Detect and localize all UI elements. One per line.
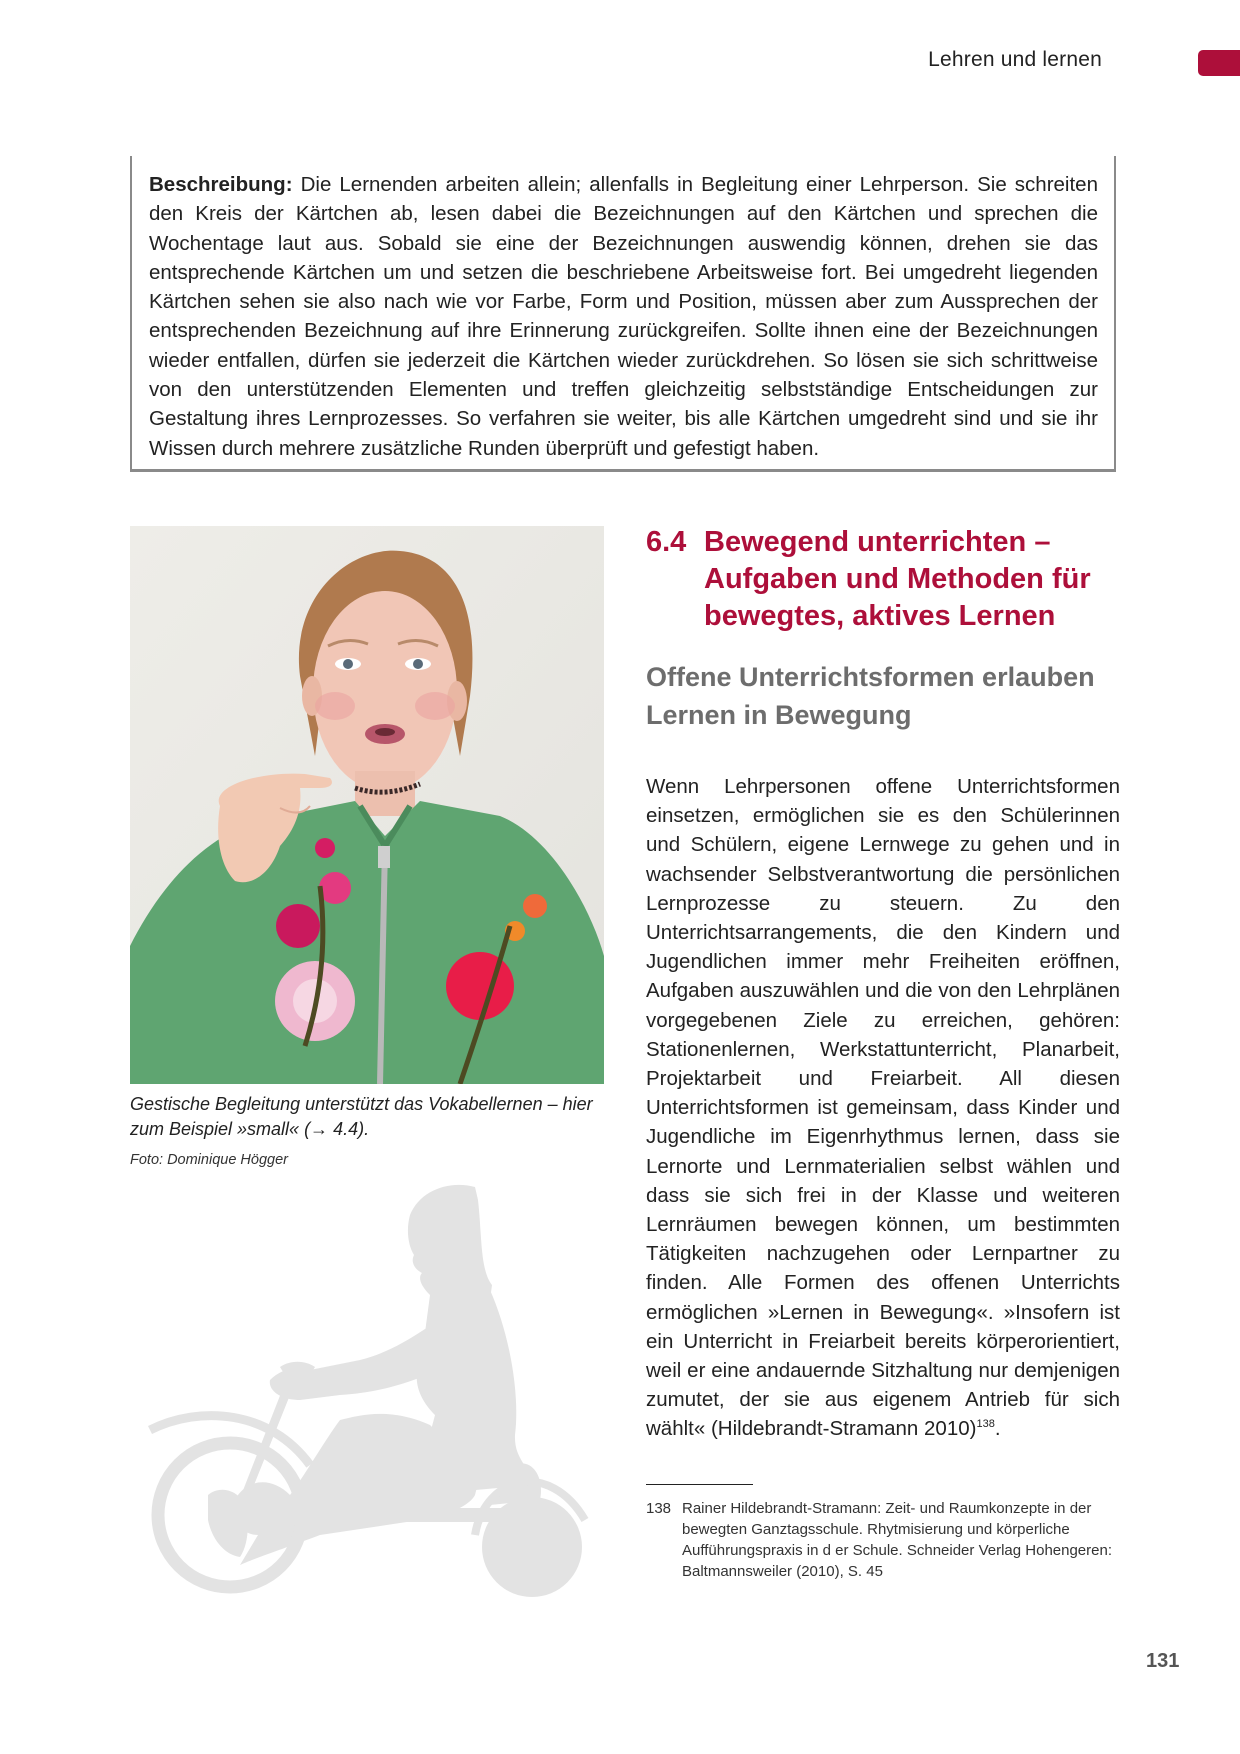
section-subheading: Offene Unterrichtsformen erlauben Lernen in Bewegung	[646, 662, 1095, 730]
section-title: Bewegend unterrichten – Aufgaben und Methoden für bewegtes, aktives Lernen	[704, 526, 1091, 632]
page-number: 131	[1146, 1650, 1180, 1672]
photo-credit: Foto: Dominique Högger	[130, 1152, 288, 1168]
body-end: .	[994, 1417, 1001, 1441]
description-text: Die Lernenden arbeiten allein; allenfalls in Begleitung einer Lehrperson. Sie schreiten den Kreis der Kärtchen ab, lesen dabei die Bezeichnungen auf den Kärtchen und sprechen die Wochentage laut aus. Sobald sie eine der Bezeichnungen auswendig können, drehen sie das entsprechende Kärtchen um und setzen die beschriebene Arbeitsweise fort. Bei umgedreht liegenden Kärtchen sehen sie also nach wie vor Farbe, Form und Position, müssen aber zum Aussprechen der entsprechenden Bezeichnung auf ihre Erinnerung zurückgreifen. Sollte ihnen eine der Bezeichnungen wieder entfallen, dürfen sie jederzeit die Kärtchen wieder zurückdrehen. So lösen sie sich schrittweise von den unterstützenden Elementen und treffen gleichzeitig selbstständige Entscheidungen zur Gestaltung ihres Lernprozesses. So verfahren sie weiter, bis alle Kärtchen umgedreht sind und sie ihr Wissen durch mehrere zusätzliche Runden überprüft und gefestigt haben.	[149, 173, 1098, 460]
footnote-number: 138	[646, 1500, 672, 1517]
figure-caption: Gestische Begleitung unterstützt das Vokabellernen – hier zum Beispiel »small« (→ 4.4).	[130, 1094, 593, 1139]
description-label: Beschreibung:	[149, 173, 293, 196]
section-number: 6.4	[646, 526, 687, 558]
photo-illustration	[130, 526, 604, 1084]
tricycle-child-icon	[130, 1175, 620, 1605]
description-box	[130, 156, 1116, 472]
footnote-reference[interactable]: 138	[976, 1418, 995, 1431]
running-head: Lehren und lernen	[928, 48, 1102, 71]
chapter-tab-marker	[1198, 50, 1240, 76]
footnote-text: Rainer Hildebrandt-Stramann: Zeit- und Raumkonzepte in der bewegten Ganztagsschule. Rhytmisierung und körperliche Aufführungspraxis in d er Schule. Schneider Verlag Hohengeren: Baltmannsweiler (2010), S. 45	[682, 1500, 1112, 1580]
body-text: Wenn Lehrpersonen offene Unterrichtsformen einsetzen, ermöglichen sie es den Schülerinnen und Schülern, eigene Lernwege zu gehen und in wachsender Selbstverantwortung die persönlichen Lernprozesse zu steuern. Zu den Unterrichtsarrangements, die den Kindern und Jugendlichen immer mehr Freiheiten eröffnen, Aufgaben auszuwählen und die von den Lehrplänen vorgegebenen Ziele zu erreichen, gehören: Stationenlernen, Werkstattunterricht, Planarbeit, Projektarbeit und Freiarbeit. All diesen Unterrichtsformen ist gemeinsam, dass Kinder und Jugendliche im Eigenrhythmus lernen, dass sie Lernorte und Lernmaterialien selbst wählen und dass sie sich frei in der Klasse und weiteren Lernräumen bewegen können, um bestimmten Tätigkeiten nachzugehen oder Lernpartner zu finden. Alle Formen des offenen Unterrichts ermöglichen »Lernen in Bewegung«. »Insofern ist ein Unterricht in Freiarbeit bereits körperorientiert, weil er eine andauernde Sitzhaltung nur demjenigen zumutet, der sie aus eigenem Antrieb für sich wählt« (Hildebrandt-Stramann 2010)	[646, 775, 1120, 1441]
footnote	[646, 1498, 1126, 1582]
body-paragraph	[646, 772, 1120, 1444]
tricycle-silhouette	[130, 1175, 620, 1605]
photo-girl-gesture	[130, 526, 604, 1084]
description-paragraph	[149, 170, 1098, 463]
footnote-rule	[646, 1484, 753, 1485]
